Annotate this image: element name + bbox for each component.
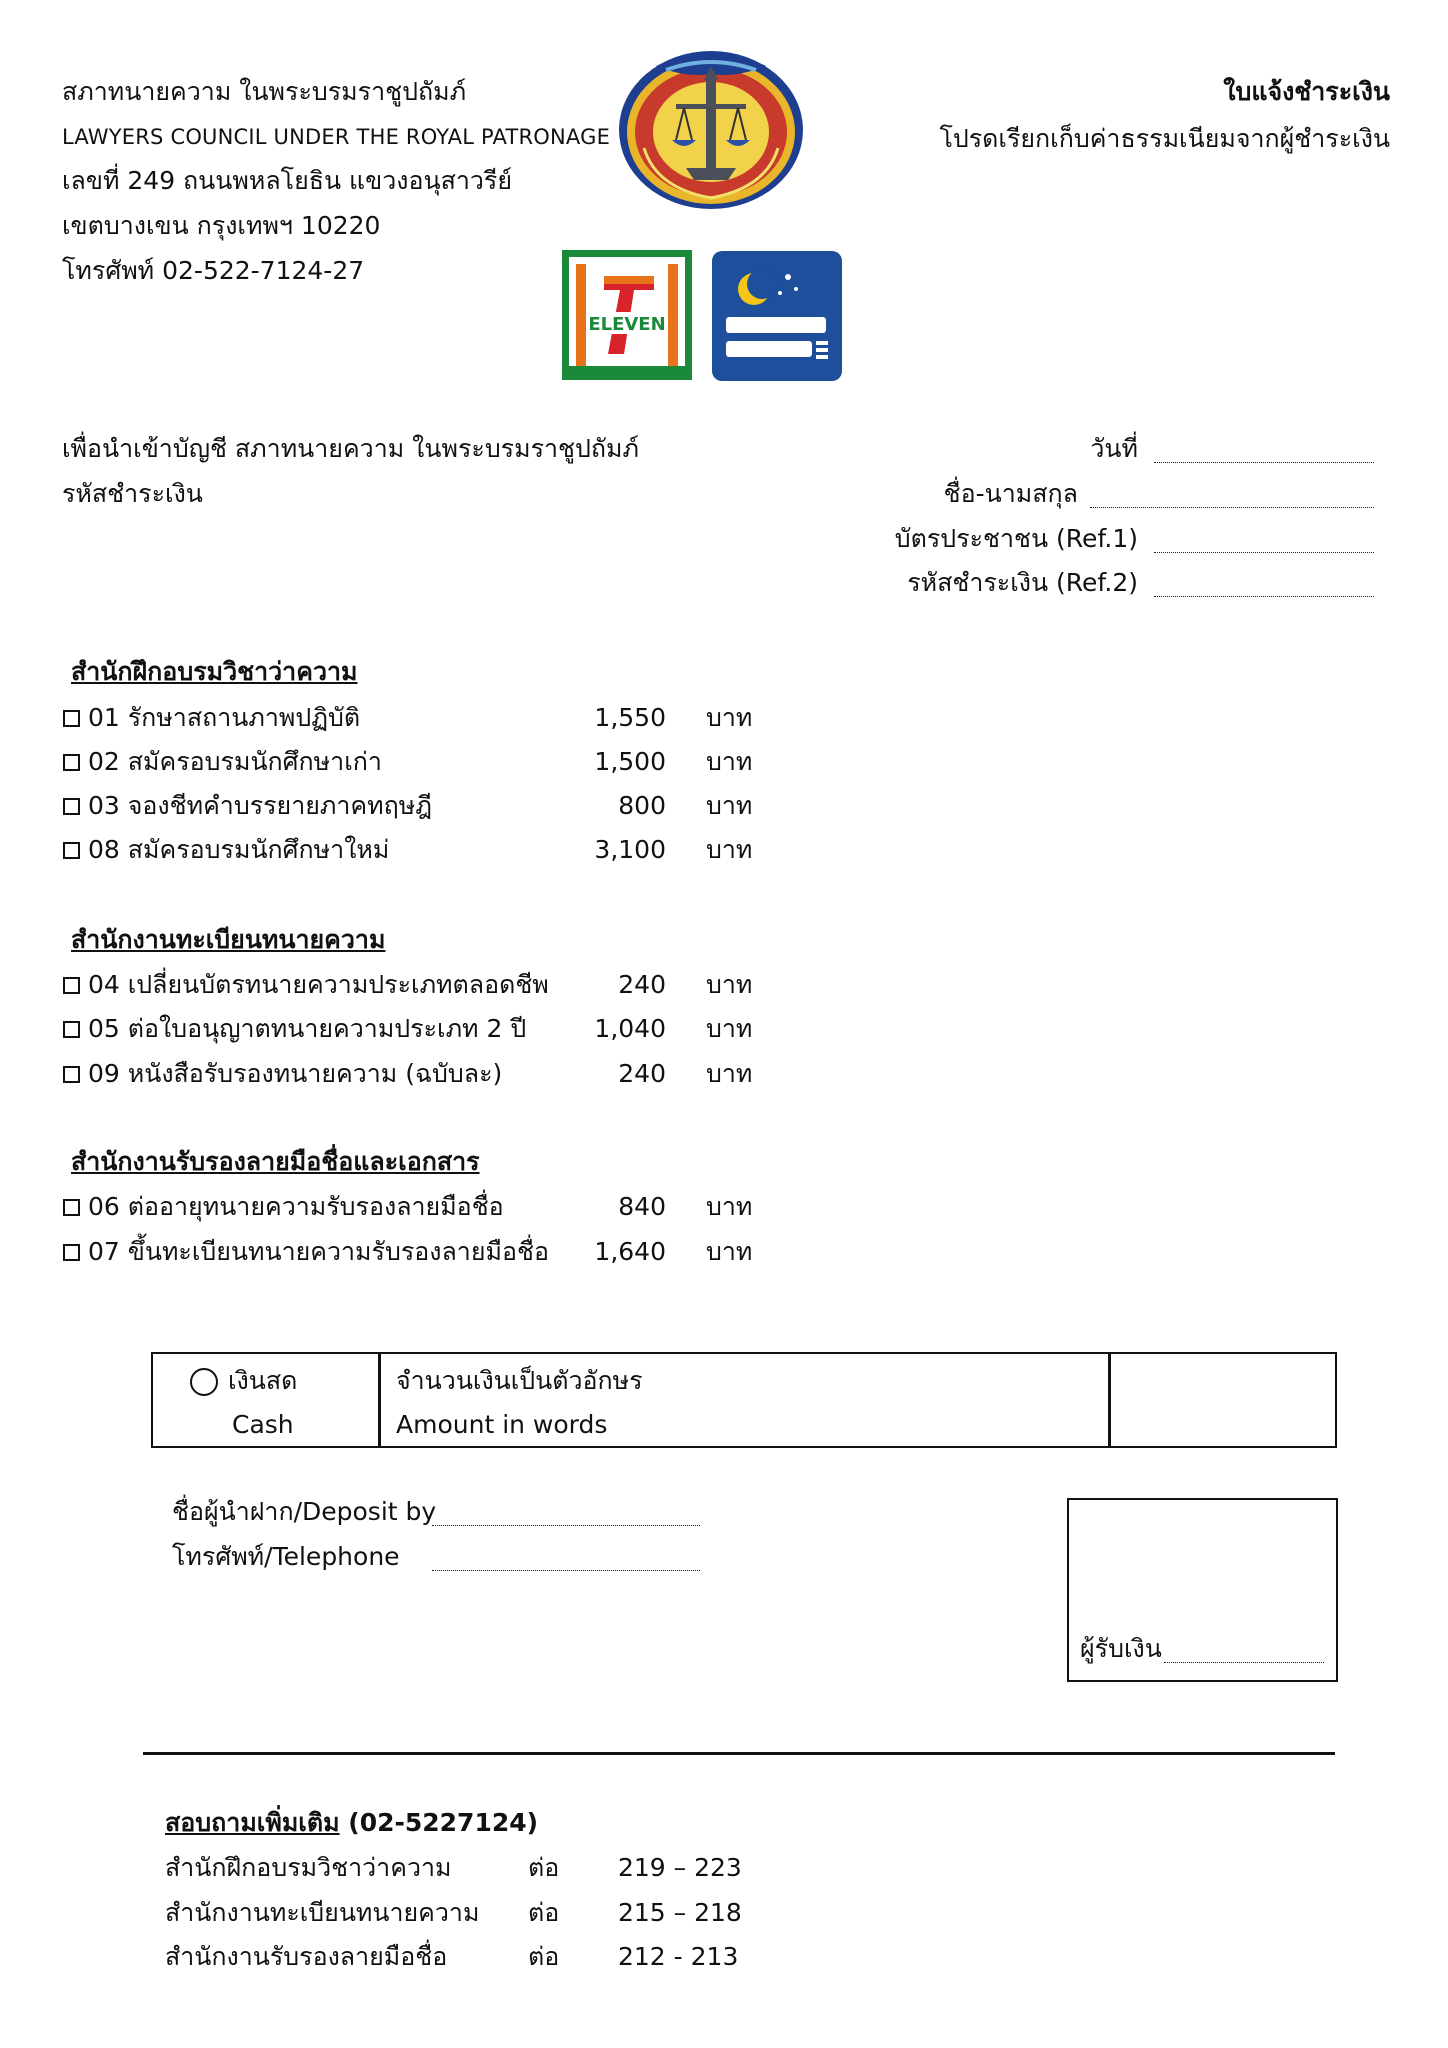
section-divider — [143, 1752, 1335, 1755]
page-subtitle: โปรดเรียกเก็บค่าธรรมเนียมจากผู้ชำระเงิน — [939, 124, 1390, 153]
section-title: สำนักฝึกอบรมวิชาว่าความ — [71, 657, 358, 686]
currency-label: บาท — [706, 791, 753, 820]
service-price: 240 — [618, 1059, 666, 1088]
currency-label: บาท — [706, 1014, 753, 1043]
footer-ext-value: 215 – 218 — [618, 1898, 742, 1927]
footer-heading — [165, 1808, 538, 1838]
footer-heading-phone: (02-5227124) — [339, 1808, 539, 1837]
svg-text:ELEVEN: ELEVEN — [588, 314, 666, 335]
date-label: วันที่ — [1090, 434, 1138, 463]
footer-ext-label: ต่อ — [528, 1942, 560, 1971]
seven-eleven-logo-icon — [562, 250, 692, 380]
date-field[interactable] — [1154, 462, 1374, 463]
section-title: สำนักงานทะเบียนทนายความ — [71, 925, 386, 954]
currency-label: บาท — [706, 1059, 753, 1088]
cash-label-en: Cash — [232, 1410, 294, 1439]
cash-label-th: เงินสด — [228, 1366, 298, 1395]
footer-ext-label: ต่อ — [528, 1853, 560, 1882]
amount-words-label-th: จำนวนเงินเป็นตัวอักษร — [396, 1366, 643, 1395]
service-checkbox[interactable] — [63, 1021, 80, 1038]
footer-dept: สำนักฝึกอบรมวิชาว่าความ — [165, 1853, 452, 1882]
service-label: 06 ต่ออายุทนายความรับรองลายมือชื่อ — [88, 1192, 504, 1221]
service-label: 04 เปลี่ยนบัตรทนายความประเภทตลอดชีพ — [88, 970, 549, 999]
currency-label: บาท — [706, 835, 753, 864]
service-checkbox[interactable] — [63, 977, 80, 994]
counter-service-logo-icon — [712, 251, 842, 381]
service-label: 03 จองชีทคำบรรยายภาคทฤษฎี — [88, 791, 433, 820]
service-label: 05 ต่อใบอนุญาตทนายความประเภท 2 ปี — [88, 1014, 527, 1043]
footer-ext-value: 219 – 223 — [618, 1853, 742, 1882]
deposit-by-label: ชื่อผู้นำฝาก/Deposit by — [172, 1497, 437, 1526]
footer-heading-label: สอบถามเพิ่มเติม — [165, 1808, 340, 1837]
page-title: ใบแจ้งชำระเงิน — [1223, 77, 1390, 106]
currency-label: บาท — [706, 703, 753, 732]
lawyers-council-seal-icon — [616, 48, 806, 212]
section-title: สำนักงานรับรองลายมือชื่อและเอกสาร — [71, 1147, 480, 1176]
name-label: ชื่อ-นามสกุล — [943, 479, 1078, 508]
currency-label: บาท — [706, 970, 753, 999]
service-price: 1,640 — [594, 1237, 666, 1266]
account-line: เพื่อนำเข้าบัญชี สภาทนายความ ในพระบรมราชูปถัมภ์ — [62, 434, 639, 463]
service-price: 1,500 — [594, 747, 666, 776]
deposit-by-field[interactable] — [432, 1525, 700, 1526]
footer-ext-label: ต่อ — [528, 1898, 560, 1927]
service-checkbox[interactable] — [63, 1244, 80, 1261]
service-label: 07 ขึ้นทะเบียนทนายความรับรองลายมือชื่อ — [88, 1237, 549, 1266]
service-price: 1,550 — [594, 703, 666, 732]
service-label: 01 รักษาสถานภาพปฏิบัติ — [88, 703, 361, 732]
name-field[interactable] — [1090, 507, 1374, 508]
service-price: 1,040 — [594, 1014, 666, 1043]
service-label: 02 สมัครอบรมนักศึกษาเก่า — [88, 747, 382, 776]
service-checkbox[interactable] — [63, 1199, 80, 1216]
currency-label: บาท — [706, 1192, 753, 1221]
id-card-field[interactable] — [1154, 552, 1374, 553]
payment-code-ref2-label: รหัสชำระเงิน (Ref.2) — [907, 568, 1138, 597]
receiver-signature-field[interactable] — [1164, 1662, 1324, 1663]
footer-ext-value: 212 - 213 — [618, 1942, 739, 1971]
amount-words-label-en: Amount in words — [396, 1410, 608, 1439]
service-price: 3,100 — [594, 835, 666, 864]
service-price: 800 — [618, 791, 666, 820]
service-checkbox[interactable] — [63, 798, 80, 815]
payment-box-divider — [378, 1352, 381, 1448]
receiver-label: ผู้รับเงิน — [1080, 1634, 1162, 1663]
currency-label: บาท — [706, 1237, 753, 1266]
org-phone: โทรศัพท์ 02-522-7124-27 — [62, 256, 365, 285]
telephone-label: โทรศัพท์/Telephone — [172, 1542, 400, 1571]
currency-label: บาท — [706, 747, 753, 776]
id-card-label: บัตรประชาชน (Ref.1) — [894, 524, 1138, 553]
service-checkbox[interactable] — [63, 754, 80, 771]
org-name-th: สภาทนายความ ในพระบรมราชูปถัมภ์ — [62, 77, 467, 106]
payment-code-label: รหัสชำระเงิน — [62, 479, 203, 508]
service-price: 240 — [618, 970, 666, 999]
amount-field[interactable] — [1112, 1356, 1332, 1444]
payment-code-ref2-field[interactable] — [1154, 596, 1374, 597]
service-checkbox[interactable] — [63, 842, 80, 859]
org-name-en: LAWYERS COUNCIL UNDER THE ROYAL PATRONAGE — [62, 125, 611, 149]
telephone-field[interactable] — [432, 1570, 700, 1571]
service-checkbox[interactable] — [63, 710, 80, 727]
payment-box-divider — [1108, 1352, 1111, 1448]
org-address-line1: เลขที่ 249 ถนนพหลโยธิน แขวงอนุสาวรีย์ — [62, 166, 512, 195]
footer-dept: สำนักงานรับรองลายมือชื่อ — [165, 1942, 448, 1971]
service-checkbox[interactable] — [63, 1066, 80, 1083]
cash-radio[interactable] — [190, 1368, 218, 1396]
footer-dept: สำนักงานทะเบียนทนายความ — [165, 1898, 480, 1927]
service-price: 840 — [618, 1192, 666, 1221]
org-address-line2: เขตบางเขน กรุงเทพฯ 10220 — [62, 211, 381, 240]
service-label: 09 หนังสือรับรองทนายความ (ฉบับละ) — [88, 1059, 503, 1088]
service-label: 08 สมัครอบรมนักศึกษาใหม่ — [88, 835, 390, 864]
